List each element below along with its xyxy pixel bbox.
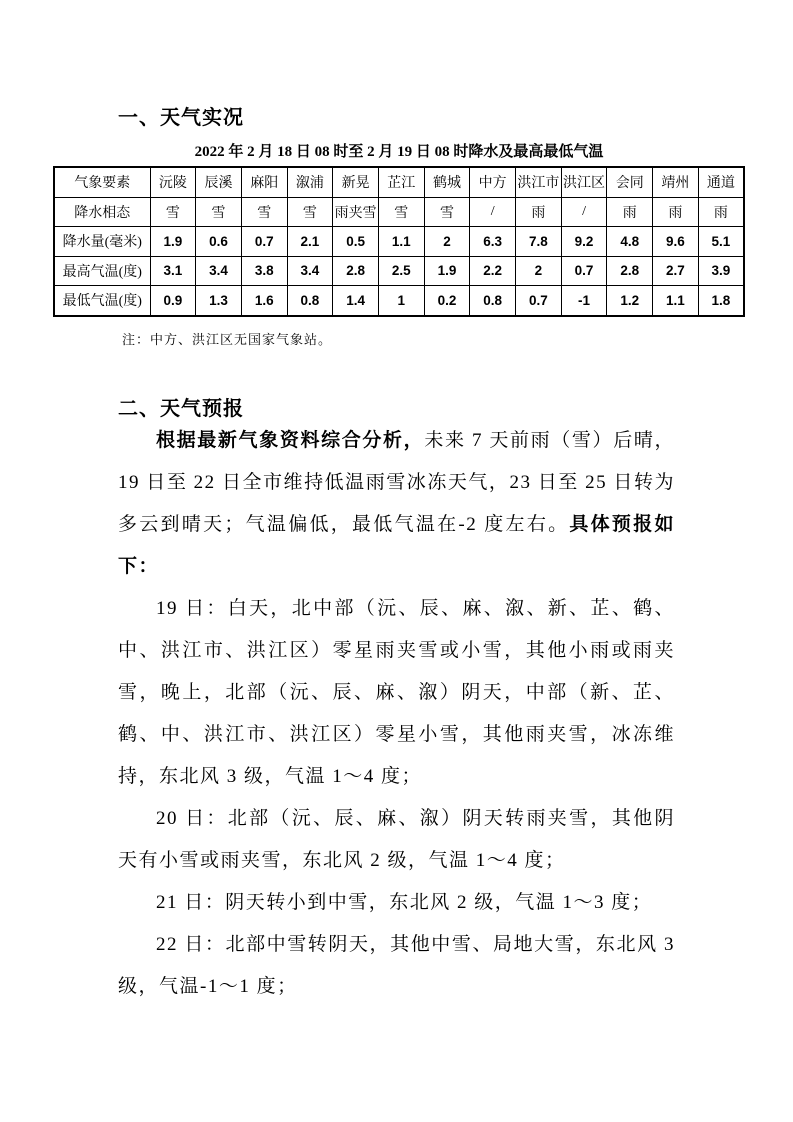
- value-cell: 1.8: [698, 286, 744, 316]
- value-cell: 1.4: [333, 286, 379, 316]
- forecast-summary-tail: 具体预报如下：: [118, 514, 675, 577]
- value-cell: -1: [561, 286, 607, 316]
- value-cell: 3.1: [150, 256, 196, 286]
- value-cell: 7.8: [516, 227, 562, 257]
- value-cell: 1.1: [653, 286, 699, 316]
- value-cell: 3.8: [241, 256, 287, 286]
- value-cell: 0.8: [287, 286, 333, 316]
- value-cell: 2.8: [333, 256, 379, 286]
- table-row-max-temp: [54, 256, 744, 286]
- section-1-heading: 一、天气实况: [118, 107, 244, 129]
- value-cell: 雨夹雪: [333, 197, 379, 227]
- value-cell: 雪: [424, 197, 470, 227]
- table-row-min-temp: [54, 286, 744, 316]
- forecast-day19-paragraph: 19 日：白天，北中部（沅、辰、麻、溆、新、芷、鹤、中、洪江市、洪江区）零星雨夹雪或小雪，其他小雨或雨夹雪，晚上，北部（沅、辰、麻、溆）阴天，中部（新、芷、鹤、中、洪江市、洪江区）零星小雪，其他雨夹雪，冰冻维持，东北风 3 级，气温 1～4 度；: [118, 598, 675, 787]
- station-header-cell: 鹤城: [424, 167, 470, 197]
- value-cell: 9.2: [561, 227, 607, 257]
- value-cell: 2: [516, 256, 562, 286]
- table-row-precip-amount: [54, 227, 744, 257]
- value-cell: 0.6: [196, 227, 242, 257]
- station-header-cell: 洪江区: [561, 167, 607, 197]
- value-cell: 0.2: [424, 286, 470, 316]
- value-cell: 1.9: [424, 256, 470, 286]
- header-cell-element: 气象要素: [54, 167, 150, 197]
- value-cell: 4.8: [607, 227, 653, 257]
- value-cell: 3.4: [287, 256, 333, 286]
- station-header-cell: 新晃: [333, 167, 379, 197]
- value-cell: 1.2: [607, 286, 653, 316]
- value-cell: 雨: [607, 197, 653, 227]
- value-cell: 0.9: [150, 286, 196, 316]
- station-header-cell: 通道: [698, 167, 744, 197]
- value-cell: 雨: [698, 197, 744, 227]
- value-cell: 1.9: [150, 227, 196, 257]
- station-header-cell: 靖州: [653, 167, 699, 197]
- value-cell: 2.8: [607, 256, 653, 286]
- value-cell: /: [561, 197, 607, 227]
- value-cell: 雪: [378, 197, 424, 227]
- station-header-cell: 辰溪: [196, 167, 242, 197]
- value-cell: 9.6: [653, 227, 699, 257]
- row-label: 最高气温(度): [54, 256, 150, 286]
- value-cell: 0.7: [516, 286, 562, 316]
- value-cell: 3.9: [698, 256, 744, 286]
- value-cell: 雪: [196, 197, 242, 227]
- row-label: 降水相态: [54, 197, 150, 227]
- value-cell: 3.4: [196, 256, 242, 286]
- station-header-cell: 芷江: [378, 167, 424, 197]
- value-cell: 1.6: [241, 286, 287, 316]
- value-cell: 0.7: [241, 227, 287, 257]
- value-cell: 2.7: [653, 256, 699, 286]
- forecast-day20-paragraph: 20 日：北部（沅、辰、麻、溆）阴天转雨夹雪，其他阴天有小雪或雨夹雪，东北风 2 级，气温 1～4 度；: [118, 808, 675, 871]
- value-cell: 2.5: [378, 256, 424, 286]
- station-header-cell: 会同: [607, 167, 653, 197]
- value-cell: 雨: [653, 197, 699, 227]
- value-cell: 1.1: [378, 227, 424, 257]
- value-cell: 2.1: [287, 227, 333, 257]
- value-cell: 雪: [241, 197, 287, 227]
- value-cell: 5.1: [698, 227, 744, 257]
- value-cell: 雨: [516, 197, 562, 227]
- forecast-summary-paragraph: [118, 420, 675, 588]
- forecast-day22-paragraph: 22 日：北部中雪转阴天，其他中雪、局地大雪，东北风 3 级，气温-1～1 度；: [118, 934, 675, 997]
- table-footnote: 注：中方、洪江区无国家气象站。: [122, 332, 333, 347]
- weather-observation-table: [53, 166, 745, 317]
- value-cell: 0.8: [470, 286, 516, 316]
- station-header-cell: 溆浦: [287, 167, 333, 197]
- table-header-row: [54, 167, 744, 197]
- station-header-cell: 麻阳: [241, 167, 287, 197]
- value-cell: 1.3: [196, 286, 242, 316]
- forecast-summary-lead: 根据最新气象资料综合分析，: [156, 430, 425, 451]
- station-header-cell: 中方: [470, 167, 516, 197]
- value-cell: /: [470, 197, 516, 227]
- station-header-cell: 沅陵: [150, 167, 196, 197]
- row-label: 最低气温(度): [54, 286, 150, 316]
- value-cell: 1: [378, 286, 424, 316]
- row-label: 降水量(毫米): [54, 227, 150, 257]
- value-cell: 6.3: [470, 227, 516, 257]
- forecast-summary-text: 未来 7 天前雨（雪）后晴，19 日至 22 日全市维持低温雨雪冰冻天气，23 日至 25 日转为多云到晴天；气温偏低，最低气温在-2 度左右。: [118, 430, 675, 535]
- station-header-cell: 洪江市: [516, 167, 562, 197]
- value-cell: 雪: [150, 197, 196, 227]
- value-cell: 0.5: [333, 227, 379, 257]
- value-cell: 0.7: [561, 256, 607, 286]
- section-2-heading: 二、天气预报: [118, 398, 244, 420]
- value-cell: 雪: [287, 197, 333, 227]
- value-cell: 2: [424, 227, 470, 257]
- weather-table-title: 2022 年 2 月 18 日 08 时至 2 月 19 日 08 时降水及最高最低气温: [194, 144, 604, 160]
- forecast-day21-paragraph: 21 日：阴天转小到中雪，东北风 2 级，气温 1～3 度；: [156, 892, 653, 913]
- table-row-precip-type: [54, 197, 744, 227]
- forecast-body: [118, 420, 675, 1008]
- value-cell: 2.2: [470, 256, 516, 286]
